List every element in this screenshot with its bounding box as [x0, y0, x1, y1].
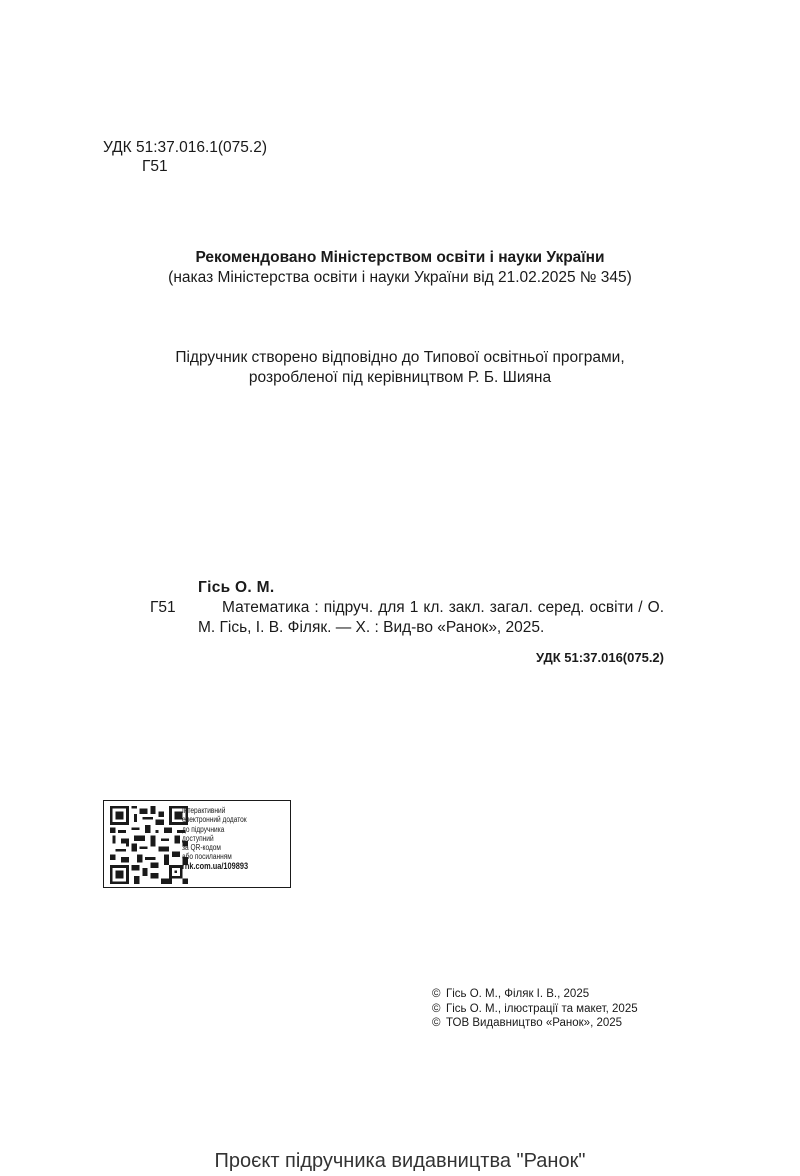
qr-text-line: електронний додаток: [182, 815, 247, 825]
copyright-line: [432, 1002, 638, 1017]
bib-author: Гісь О. М.: [198, 579, 275, 596]
qr-text-line: або посиланням: [182, 852, 232, 862]
catalog-code: Г51: [142, 158, 168, 175]
copyright-text: Гісь О. М., Філяк І. В., 2025: [446, 988, 590, 1000]
udk-line: УДК 51:37.016.1(075.2): [103, 139, 267, 156]
bib-description-wrap: [198, 598, 664, 638]
bib-udk: УДК 51:37.016(075.2): [536, 650, 664, 665]
program-line-1: Підручник створено відповідно до Типової освітньої програми,: [175, 349, 625, 366]
qr-description: [182, 806, 248, 871]
copyright-icon: ©: [432, 988, 441, 1000]
bibliographic-record: [150, 578, 664, 668]
copyright-line: [432, 987, 638, 1002]
qr-link[interactable]: rnk.com.ua/109893: [182, 860, 249, 871]
qr-code-icon[interactable]: [110, 806, 188, 884]
qr-info-box: [103, 800, 291, 888]
bib-description: Математика : підруч. для 1 кл. закл. загал. серед. освіти / О. М. Гісь, І. В. Філяк. — Х. : Вид-во «Ранок», 2025.: [198, 599, 664, 636]
copyright-icon: ©: [432, 1017, 441, 1029]
recommendation-title: Рекомендовано Міністерством освіти і науки України: [195, 249, 605, 266]
project-footer: Проєкт підручника видавництва "Ранок": [214, 1150, 586, 1172]
qr-text-line: доступний: [182, 833, 214, 843]
program-note: [0, 348, 800, 388]
recommendation-block: [0, 248, 800, 288]
udk-header: [103, 138, 267, 176]
recommendation-order: (наказ Міністерства освіти і науки України від 21.02.2025 № 345): [168, 269, 632, 286]
copyright-text: Гісь О. М., ілюстрації та макет, 2025: [446, 1002, 638, 1015]
qr-text-line: за QR-кодом: [182, 843, 221, 853]
copyright-text: ТОВ Видавництво «Ранок», 2025: [446, 1017, 623, 1029]
copyright-line: [432, 1016, 638, 1031]
copyright-icon: ©: [432, 1002, 441, 1015]
program-line-2: розробленої під керівництвом Р. Б. Шияна: [248, 369, 552, 386]
bib-code: Г51: [150, 599, 176, 616]
qr-text-line: Інтерактивний: [182, 806, 226, 815]
copyright-block: [432, 987, 638, 1031]
qr-text-line: до підручника: [182, 824, 225, 834]
